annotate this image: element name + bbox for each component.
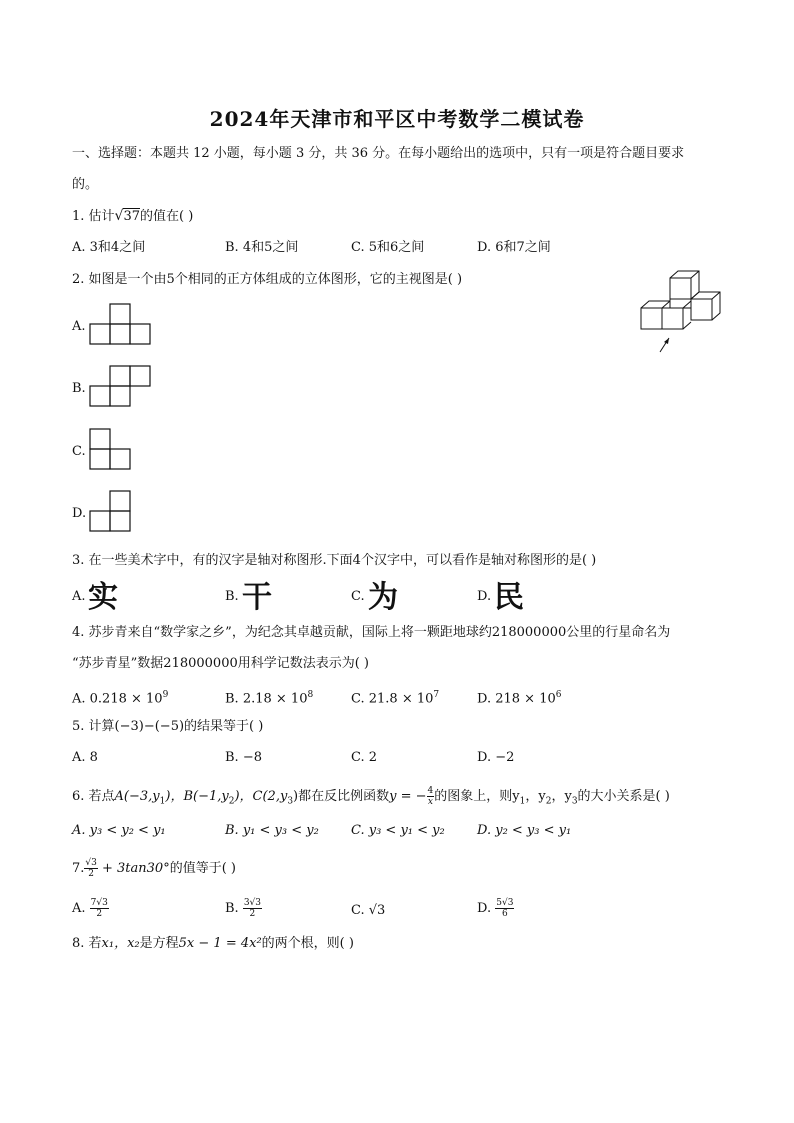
fraction: $\frac{√3}{2}$ [85, 858, 97, 879]
q2-option-a-figure[interactable] [89, 302, 153, 346]
section-heading: 一、选择题：本题共 12 小题，每小题 3 分，共 36 分。在每小题给出的选项中，只有一项是符合题目要求 [72, 146, 685, 161]
q1-option-d[interactable]: D. 6和7之间 [477, 240, 551, 255]
question-7-stem: 7. $\frac{√3}{2}$ + 3tan30°的值等于( ) [72, 858, 236, 879]
q3-glyph-wei: 为 [368, 580, 398, 615]
fraction: $\frac{4}{x}$ [427, 786, 434, 807]
q2-option-d-figure[interactable] [89, 489, 153, 533]
question-4-stem-line1: 4. 苏步青来自“数学家之乡”，为纪念其卓越贡献，国际上将一颗距地球约218000000公里的行星命名为 [72, 625, 671, 640]
q6-option-c[interactable]: C. y₃ < y₁ < y₂ [351, 823, 445, 838]
section-heading-cont: 的。 [72, 177, 99, 192]
q3-option-a-label[interactable]: A. [72, 589, 86, 604]
q1-option-c[interactable]: C. 5和6之间 [351, 240, 425, 255]
question-5-stem: 5. 计算(−3)−(−5)的结果等于( ) [72, 719, 264, 734]
q5-option-a[interactable]: A. 8 [72, 750, 98, 765]
question-2-stem: 2. 如图是一个由5个相同的正方体组成的立体图形，它的主视图是( ) [72, 272, 463, 287]
q6-option-a[interactable]: A. y₃ < y₂ < y₁ [72, 823, 166, 838]
q2-option-b-label[interactable]: B. [72, 381, 86, 396]
q7-option-b[interactable]: B. $\frac{3√3}{2}$ [225, 898, 262, 919]
q4-option-b[interactable]: B. $2.18 \times 10^8$ [225, 690, 314, 707]
q5-option-c[interactable]: C. 2 [351, 750, 378, 765]
q7-option-a[interactable]: A. $\frac{7√3}{2}$ [72, 898, 108, 919]
page-title: 2024年天津市和平区中考数学二模试卷 [209, 107, 585, 131]
question-6-stem: 6. 若点$A(-3,y_1)$，$B(-1,y_2)$，$C(2,y_3)$都在反比例函数y = − $\frac{4}{x}$ 的图象上，则$y_1$，$y_2$，$y_3$的大小关系是( ) [72, 786, 670, 807]
q7-option-d[interactable]: D. $\frac{5√3}{6}$ [477, 898, 514, 919]
q1-option-b[interactable]: B. 4和5之间 [225, 240, 299, 255]
q3-glyph-shi: 实 [88, 580, 118, 615]
q1-option-a[interactable]: A. 3和4之间 [72, 240, 146, 255]
q2-option-c-label[interactable]: C. [72, 444, 86, 459]
question-3-stem: 3. 在一些美术字中，有的汉字是轴对称图形.下面4个汉字中，可以看作是轴对称图形的是( ) [72, 553, 597, 568]
question-8-stem: 8. 若x₁，x₂是方程5x − 1 = 4x²的两个根，则( ) [72, 936, 354, 951]
q7-option-c[interactable]: C. √3 [351, 903, 386, 918]
q3-glyph-min: 民 [494, 580, 524, 615]
q3-option-c-label[interactable]: C. [351, 589, 365, 604]
q3-option-d-label[interactable]: D. [477, 589, 492, 604]
question-4-stem-line2: “苏步青星”数据218000000用科学记数法表示为( ) [72, 656, 370, 671]
q6-option-d[interactable]: D. y₂ < y₃ < y₁ [477, 823, 572, 838]
q3-glyph-gan: 干 [242, 580, 272, 615]
q2-option-d-label[interactable]: D. [72, 506, 87, 521]
q6-option-b[interactable]: B. y₁ < y₃ < y₂ [225, 823, 319, 838]
q2-option-b-figure[interactable] [89, 364, 153, 408]
q2-option-a-label[interactable]: A. [72, 319, 86, 334]
q2-option-c-figure[interactable] [89, 427, 153, 471]
q4-option-a[interactable]: A. $0.218 \times 10^9$ [72, 690, 169, 707]
q4-option-d[interactable]: D. $218 \times 10^6$ [477, 690, 562, 707]
cube-figure [636, 268, 726, 358]
q5-option-d[interactable]: D. −2 [477, 750, 515, 765]
q3-option-b-label[interactable]: B. [225, 589, 239, 604]
question-1-stem: 1. 估计√37的值在( ) [72, 208, 194, 224]
sqrt-symbol: √ [114, 208, 124, 224]
q5-option-b[interactable]: B. −8 [225, 750, 262, 765]
q4-option-c[interactable]: C. $21.8 \times 10^7$ [351, 690, 440, 707]
